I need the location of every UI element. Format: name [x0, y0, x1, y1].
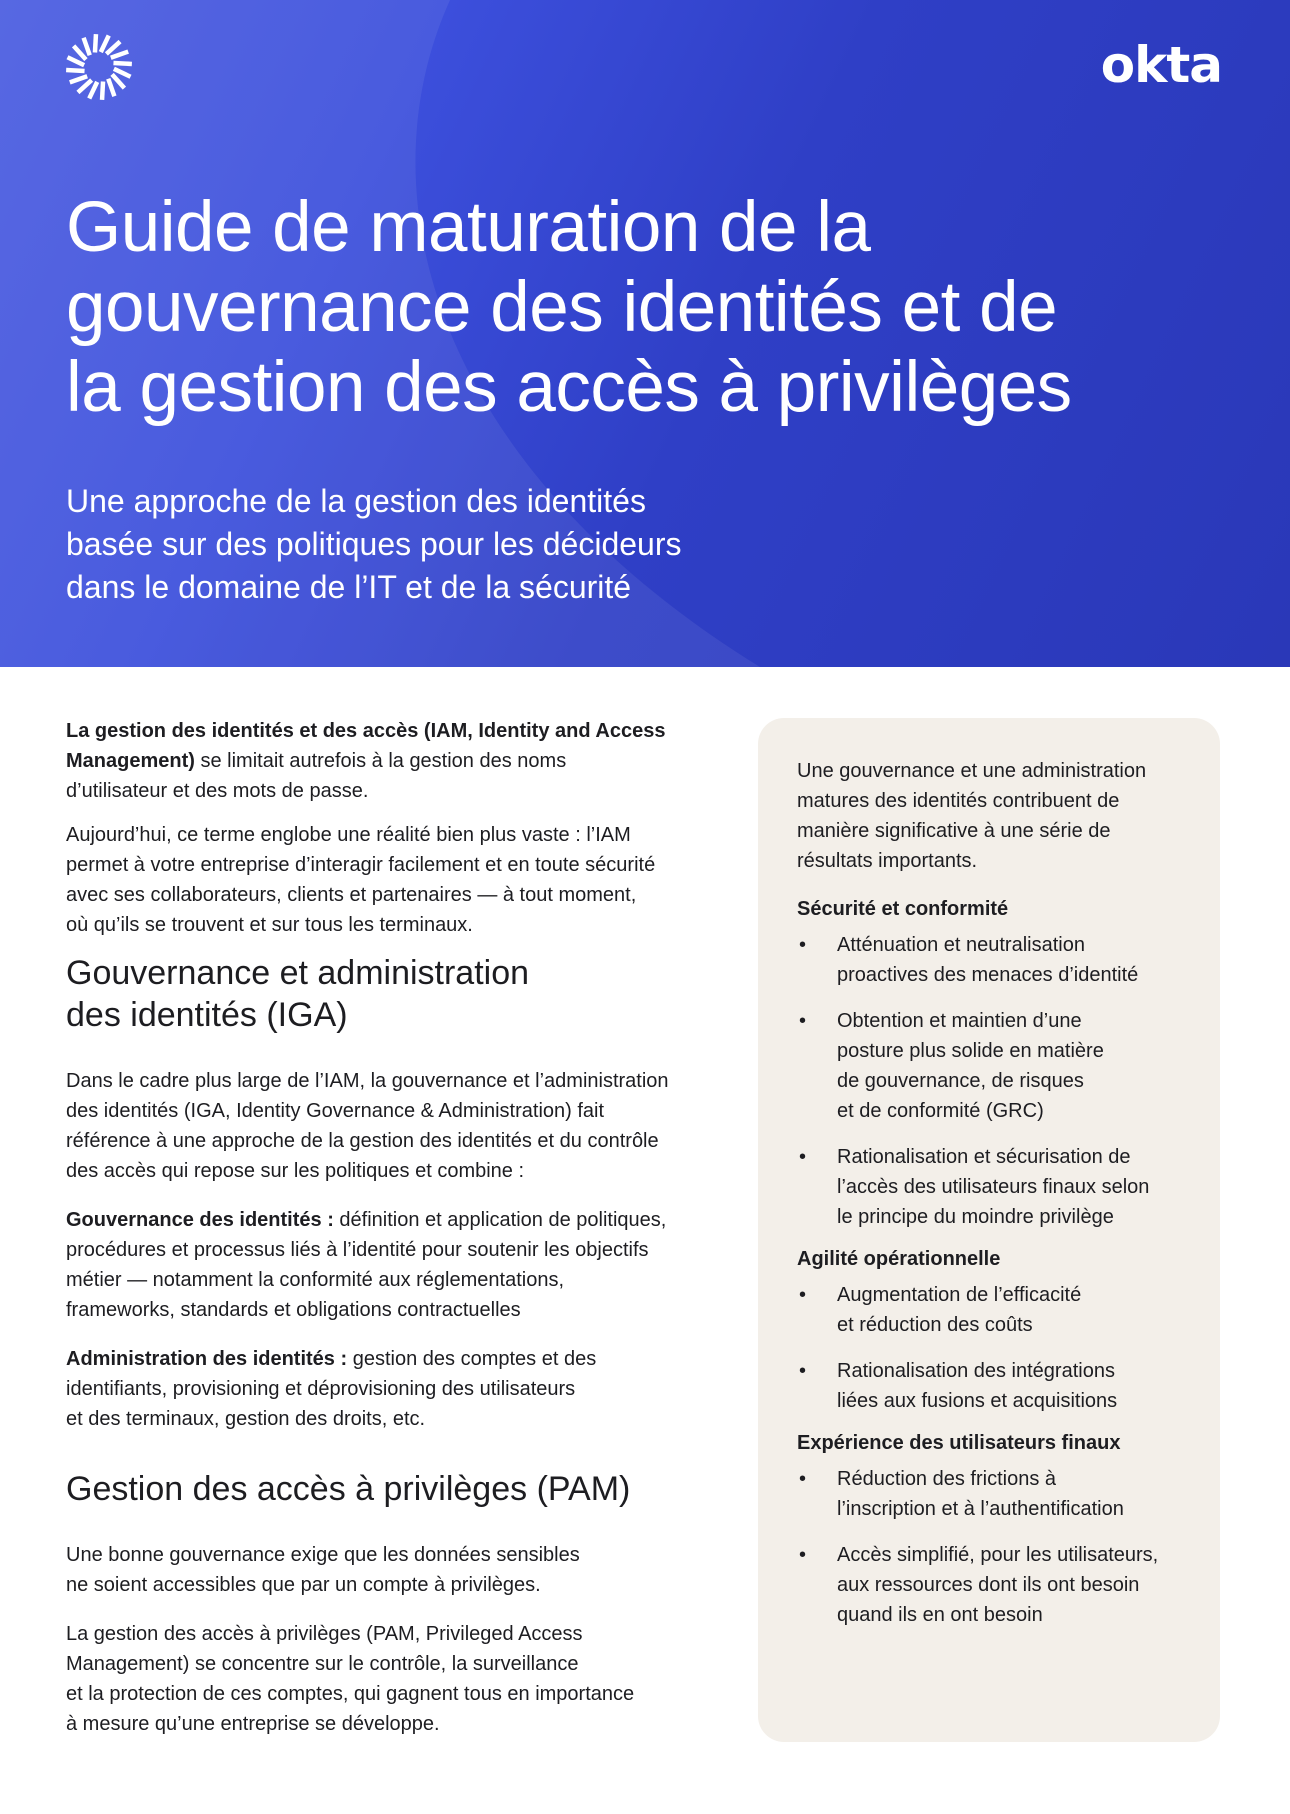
sun-ray: [84, 38, 90, 55]
list-item: • Rationalisation et sécurisation de l’accès des utilisateurs finaux selon le principe du moindre privilège: [797, 1142, 1207, 1232]
subtitle-line: dans le domaine de l’IT et de la sécurité: [66, 569, 632, 605]
sun-ray: [108, 79, 114, 96]
bullet-icon: •: [799, 1284, 807, 1306]
sun-ray: [101, 35, 109, 52]
list-item: • Rationalisation des intégrations liées aux fusions et acquisitions: [797, 1356, 1207, 1416]
iga-paragraph: Dans le cadre plus large de l’IAM, la gouvernance et l’administration des identités (IGA, Identity Governance & Administration) fait référence à une approche de la gestion des identités et du contrôle des accès qui repose sur les politiques et combine :: [66, 1070, 669, 1182]
iam-paragraph: Aujourd’hui, ce terme englobe une réalité bien plus vaste : l’IAM permet à votre entreprise d’interagir facilement et en toute sécurité avec ses collaborateurs, clients et partenaires — à tout moment, où qu’ils se trouvent et sur tous les terminaux.: [66, 824, 656, 936]
pam-paragraph-1: Une bonne gouvernance exige que les données sensibles ne soient accessibles que par un compte à privilèges.: [66, 1544, 580, 1596]
sun-ray: [67, 57, 84, 65]
governance-label: Gouvernance des identités :: [66, 1209, 334, 1231]
okta-wordmark: okta: [1100, 36, 1222, 94]
pam-paragraph-2: La gestion des accès à privilèges (PAM, Privileged Access Management) se concentre sur le contrôle, la surveillance et la protection de ces comptes, qui gagnent tous en importance à mesure qu’une entreprise se développe.: [66, 1623, 635, 1735]
benefits-content: [797, 756, 1207, 1630]
sun-ray: [111, 52, 128, 58]
intro-bold-2: Management): [66, 750, 195, 772]
pam-heading: Gestion des accès à privilèges (PAM): [66, 1470, 631, 1508]
sun-ray: [106, 42, 120, 54]
list-item: • Atténuation et neutralisation proactives des menaces d’identité: [797, 930, 1207, 990]
intro-text-2: d’utilisateur et des mots de passe.: [66, 780, 369, 802]
bullet-icon: •: [799, 934, 807, 956]
sun-ray: [102, 81, 103, 99]
subtitle-line: Une approche de la gestion des identités: [66, 483, 646, 519]
sun-ray: [74, 46, 86, 60]
section-heading-agility: Agilité opérationnelle: [797, 1248, 1001, 1270]
intro-text: se limitait autrefois à la gestion des noms: [194, 750, 567, 772]
bullet-icon: •: [799, 1468, 807, 1490]
administration-label: Administration des identités :: [66, 1348, 348, 1370]
sun-ray: [66, 70, 84, 71]
sun-ray: [112, 74, 124, 88]
section-heading-security: Sécurité et conformité: [797, 898, 1009, 920]
sun-ray: [89, 82, 97, 99]
intro-bold: La gestion des identités et des accès (IAM, Identity and Access: [66, 720, 666, 742]
bullet-icon: •: [799, 1146, 807, 1168]
subtitle-line: basée sur des politiques pour les décideurs: [66, 526, 682, 562]
bullet-icon: •: [799, 1360, 807, 1382]
list-item: • Réduction des frictions à l’inscription et à l’authentification: [797, 1464, 1207, 1524]
sun-ray: [95, 34, 96, 52]
bullet-icon: •: [799, 1010, 807, 1032]
sidebar-intro: Une gouvernance et une administration matures des identités contribuent de manière significative à une série de résultats importants.: [797, 760, 1147, 872]
okta-sun-logo-icon: [62, 30, 136, 104]
sun-ray: [78, 80, 92, 92]
title-line: Guide de maturation de la: [66, 188, 871, 267]
iga-heading: Gouvernance et administration des identités (IGA): [66, 954, 530, 1034]
sun-ray: [113, 63, 131, 64]
main-column: [66, 716, 756, 1739]
list-item: • Augmentation de l’efficacité et réduction des coûts: [797, 1280, 1207, 1340]
list-item: • Obtention et maintien d’une posture plus solide en matière de gouvernance, de risques et de conformité (GRC): [797, 1006, 1207, 1126]
page-title: [66, 188, 1206, 428]
hero-banner: [0, 0, 1290, 667]
governance-paragraph: Gouvernance des identités : définition et application de politiques, procédures et processus liés à l’identité pour soutenir les objectifs métier — notamment la conformité aux réglementations, frameworks, standards et obligations contractuelles: [66, 1209, 667, 1321]
bullet-icon: •: [799, 1544, 807, 1566]
title-line: gouvernance des identités et de: [66, 268, 1058, 347]
sun-ray: [114, 69, 131, 77]
page-subtitle: [66, 480, 966, 609]
intro-paragraph: [66, 716, 756, 806]
section-heading-experience: Expérience des utilisateurs finaux: [797, 1432, 1121, 1454]
administration-paragraph: Administration des identités : gestion des comptes et des identifiants, provisioning et déprovisioning des utilisateurs et des terminaux, gestion des droits, etc.: [66, 1348, 597, 1430]
title-line: la gestion des accès à privilèges: [66, 348, 1072, 427]
list-item: • Accès simplifié, pour les utilisateurs, aux ressources dont ils ont besoin quand ils en ont besoin: [797, 1540, 1207, 1630]
sun-ray: [70, 76, 87, 82]
